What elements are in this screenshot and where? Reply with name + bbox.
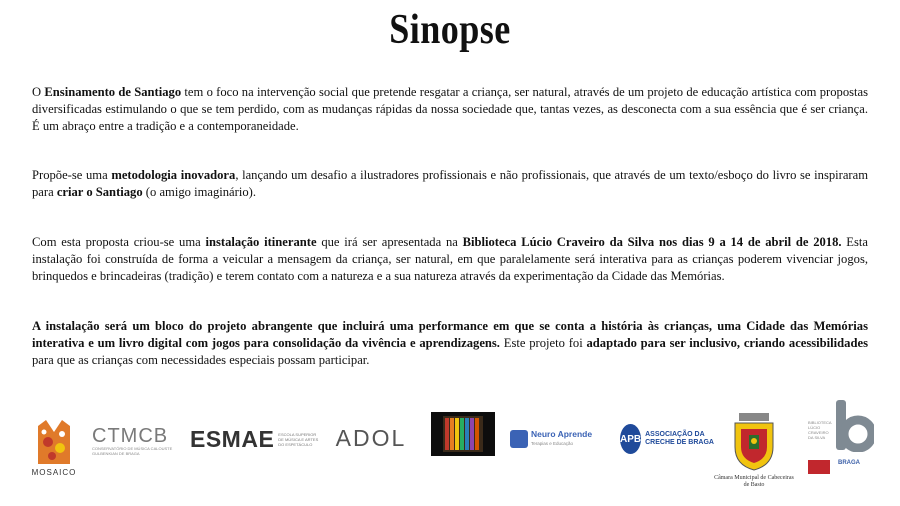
neuro-aprende-logo [510,426,598,452]
p3-text-a: Com esta proposta criou-se uma [32,235,206,249]
paragraph-1 [32,84,868,135]
p2-bold-2: criar o Santiago [56,185,143,199]
braga-text: BRAGA [838,460,860,466]
neuro-subtitle: Terapias e Educação [531,441,574,446]
letter-b-icon [834,400,874,452]
p2-text-d: (o amigo imaginário). [142,185,256,199]
biblioteca-text: BIBLIOTECA LÚCIO CRAVEIRO DA SILVA [808,420,832,440]
associacao-emblem-icon: APB [620,424,641,454]
p2-bold-1: metodologia inovadora [111,168,236,182]
p4-text-c: para que as crianças com necessidades especiais possam participar. [32,353,370,367]
p4-bold-2: adaptado para ser inclusivo, criando acessibilidades [586,336,868,350]
p4-bold-1: A instalação será um bloco do projeto abrangente que incluirá uma performance em que se conta a história às crianças, uma Cidade das Memórias interativa e um livro digital com jogos para consolidação da vivência e aprendizagens. [32,319,868,350]
mosaico-text: MOSAICO [31,467,77,477]
p1-bold-1: Ensinamento de Santiago [44,85,182,99]
mosaico-mark-icon [34,418,74,466]
camara-caption: Câmara Municipal de Cabeceiras de Basto [714,475,794,488]
braga-flag-icon [808,460,830,474]
adol-logo [332,422,410,454]
p3-bold-2: Biblioteca Lúcio Craveiro da Silva nos dias 9 a 14 de abril de 2018. [462,235,842,249]
p1-text-a: O [32,85,45,99]
p2-text-c: , lançando um desafio a ilustradores profissionais e não profissionais, que através de um texto/esboço do livro se inspiraram para [32,168,869,199]
ctmcb-text: CTMCB [92,425,169,447]
p3-bold-1: instalação itinerante [205,235,317,249]
paragraph-4 [32,318,868,369]
p2-text-a: Propõe-se uma [32,168,112,182]
esmae-subtext: ESCOLA SUPERIOR DE MÚSICA E ARTES DO ESPETÁCULO [278,431,319,447]
spectrum-image-icon [431,412,495,456]
neuro-title: Neuro Aprende [531,429,593,439]
associacao-text: ASSOCIAÇÃO DA CRECHE DE BRAGA [645,431,714,446]
p3-text-c: que irá ser apresentada na [316,235,463,249]
coat-of-arms-icon [731,413,777,471]
ctmcb-subtext: CONSERVATÓRIO DE MÚSICA CALOUSTE GULBENKIAN DE BRAGA [92,446,173,456]
neuro-text [531,430,592,448]
partner-logos [0,398,900,506]
paragraph-3 [32,234,868,285]
associacao-creche-braga-logo [620,420,714,458]
biblioteca-logo [806,400,876,484]
p4-text-a: Este projeto foi [499,336,587,350]
paragraph-2 [32,167,868,201]
esmae-text: ESMAE [190,425,275,452]
colorful-photo-logo [431,412,495,456]
camara-municipal-logo [712,400,796,502]
esmae-logo [190,422,322,456]
neuro-brain-icon [510,430,528,448]
p3-text-d: Esta instalação foi construída de forma a veicular a mensagem da criança, ser natural, em que paralelamente será interativa para as crianças poderem vivenciar jogos, brinquedos e brincadeiras (tradição) e terem contato com a natureza e a sua natureza através da experimentação da Cidade das Memórias. [32,235,868,283]
ctmcb-logo [92,424,180,458]
p1-text-c: tem o foco na intervenção social que pretende resgatar a criança, ser natural, através de um projeto de educação artística com propostas diversificadas estimulando o que se tem perdido, com as mudanças rápidas da nossa sociedade que, tantas vezes, as desconecta com a sua essência que é ser criança. É um abraço entre a tradição e a contemporaneidade. [32,85,869,133]
adol-text: ADOL [335,424,407,451]
mosaico-logo [28,408,80,486]
page-title: Sinopse [389,7,511,53]
